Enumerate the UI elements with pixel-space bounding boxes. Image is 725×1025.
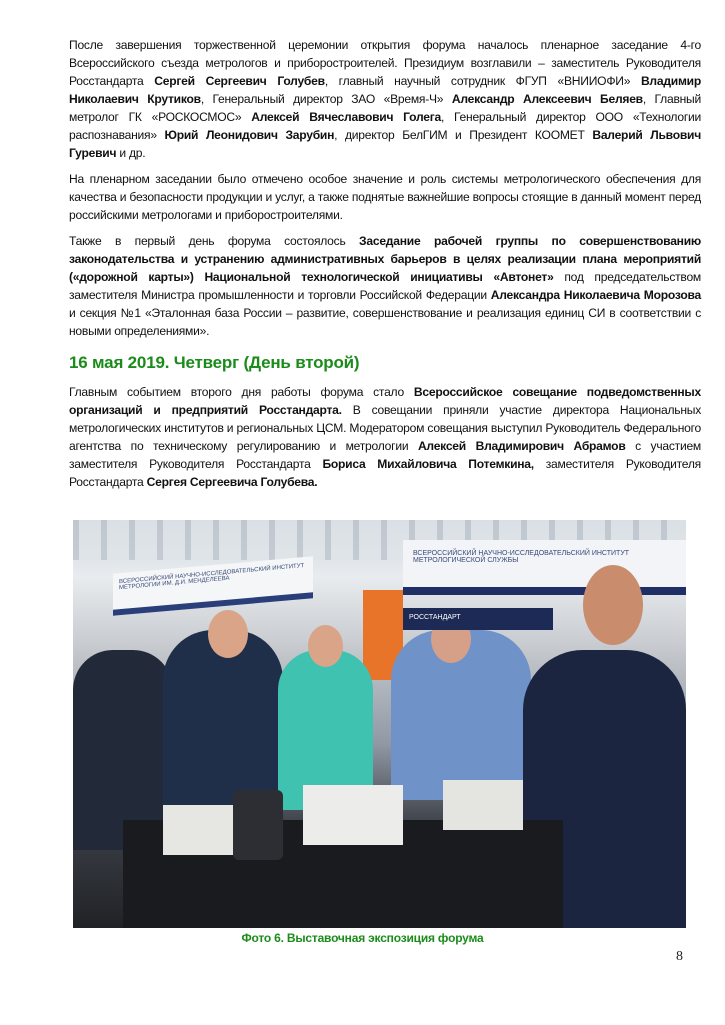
text-run: Главным событием второго дня работы форума стало — [69, 385, 414, 399]
photo-caption: Фото 6. Выставочная экспозиция форума — [241, 931, 484, 945]
booth-sign-left: ВСЕРОССИЙСКИЙ НАУЧНО-ИССЛЕДОВАТЕЛЬСКИЙ ИНСТИТУТ МЕТРОЛОГИИ ИМ. Д.И. МЕНДЕЛЕЕВА — [113, 556, 313, 615]
device — [443, 780, 523, 830]
bold-text: Сергея Сергеевича Голубева. — [146, 475, 318, 489]
bold-text: Алексей Владимирович Абрамов — [417, 439, 626, 453]
day-one-text — [69, 36, 701, 348]
booth-sign-rosstandart: РОССТАНДАРТ — [403, 608, 553, 630]
head — [308, 625, 343, 667]
head — [583, 565, 643, 645]
text-run: В совещании приняли участие директора Национальных метрологических институтов и региональных ЦСМ. Модератором совещания выступил Руководитель Федерального агентства по техническому регулированию и метрологии — [69, 403, 701, 453]
bold-text: Всероссийское совещание подведомственных организаций и предприятий Росстандарта. — [69, 385, 701, 417]
paragraph — [69, 383, 701, 491]
text-run: После завершения торжественной церемонии открытия форума началось пленарное заседание 4-го Всероссийского съезда метрологов и приборостроителей. Президиум возглавили – заместитель Руководителя Росстандарта — [69, 38, 701, 88]
text-run: и др. — [116, 146, 146, 160]
booth-sign-right: ВСЕРОССИЙСКИЙ НАУЧНО-ИССЛЕДОВАТЕЛЬСКИЙ ИНСТИТУТ МЕТРОЛОГИЧЕСКОЙ СЛУЖБЫ — [403, 540, 686, 595]
text-run: под председательством заместителя Министра промышленности и торговли Российской Федерации — [69, 270, 701, 302]
text-run: , главный научный сотрудник ФГУП «ВНИИОФИ» — [324, 74, 641, 88]
bold-text: Бориса Михайловича Потемкина, — [322, 457, 534, 471]
head — [208, 610, 248, 658]
text-run: Также в первый день форума состоялось — [69, 234, 360, 248]
text-run: , Генеральный директор ЗАО «Время-Ч» — [200, 92, 452, 106]
text-run: , директор БелГИМ и Президент КООМЕТ — [334, 128, 593, 142]
device — [233, 790, 283, 860]
bold-text: Александр Алексеевич Беляев — [451, 92, 643, 106]
text-run: , Генеральный директор ООО «Технологии распознавания» — [69, 110, 702, 142]
day-two-text — [69, 383, 701, 499]
bold-text: Заседание рабочей группы по совершенствованию законодательства и устранению административных барьеров в целях реализации плана мероприятий («дорожной карты») Национальной технологической инициативы «Автонет» — [69, 234, 702, 284]
bold-text: Александра Николаевича Морозова — [490, 288, 701, 302]
bold-text: Владимир Николаевич Крутиков — [69, 74, 701, 106]
bold-text: Алексей Вячеславович Голега — [251, 110, 442, 124]
bold-text: Сергей Сергеевич Голубев — [154, 74, 325, 88]
paragraph — [69, 170, 701, 224]
section-heading: 16 мая 2019. Четверг (День второй) — [69, 353, 360, 372]
paragraph — [69, 232, 701, 340]
paragraph — [69, 36, 701, 162]
bold-text: Юрий Леонидович Зарубин — [164, 128, 335, 142]
text-run: На пленарном заседании было отмечено особое значение и роль системы метрологического обеспечения для качества и безопасности продукции и услуг, а также поднятые важнейшие вопросы стоящие в данный момент перед российскими метрологами и приборостроителями. — [69, 172, 701, 222]
page-number: 8 — [676, 949, 683, 964]
exhibition-photo — [73, 520, 686, 928]
text-run: и секция №1 «Эталонная база России – развитие, совершенствование и реализация единиц СИ в соответствии с новыми определениями». — [69, 306, 701, 338]
device — [303, 785, 403, 845]
bold-text: Валерий Львович Гуревич — [69, 128, 701, 160]
text-run: заместителя Руководителя Росстандарта — [69, 457, 701, 489]
text-run: с участием заместителя Руководителя Росстандарта — [69, 439, 701, 471]
text-run: , Главный метролог ГК «РОСКОСМОС» — [69, 92, 701, 124]
